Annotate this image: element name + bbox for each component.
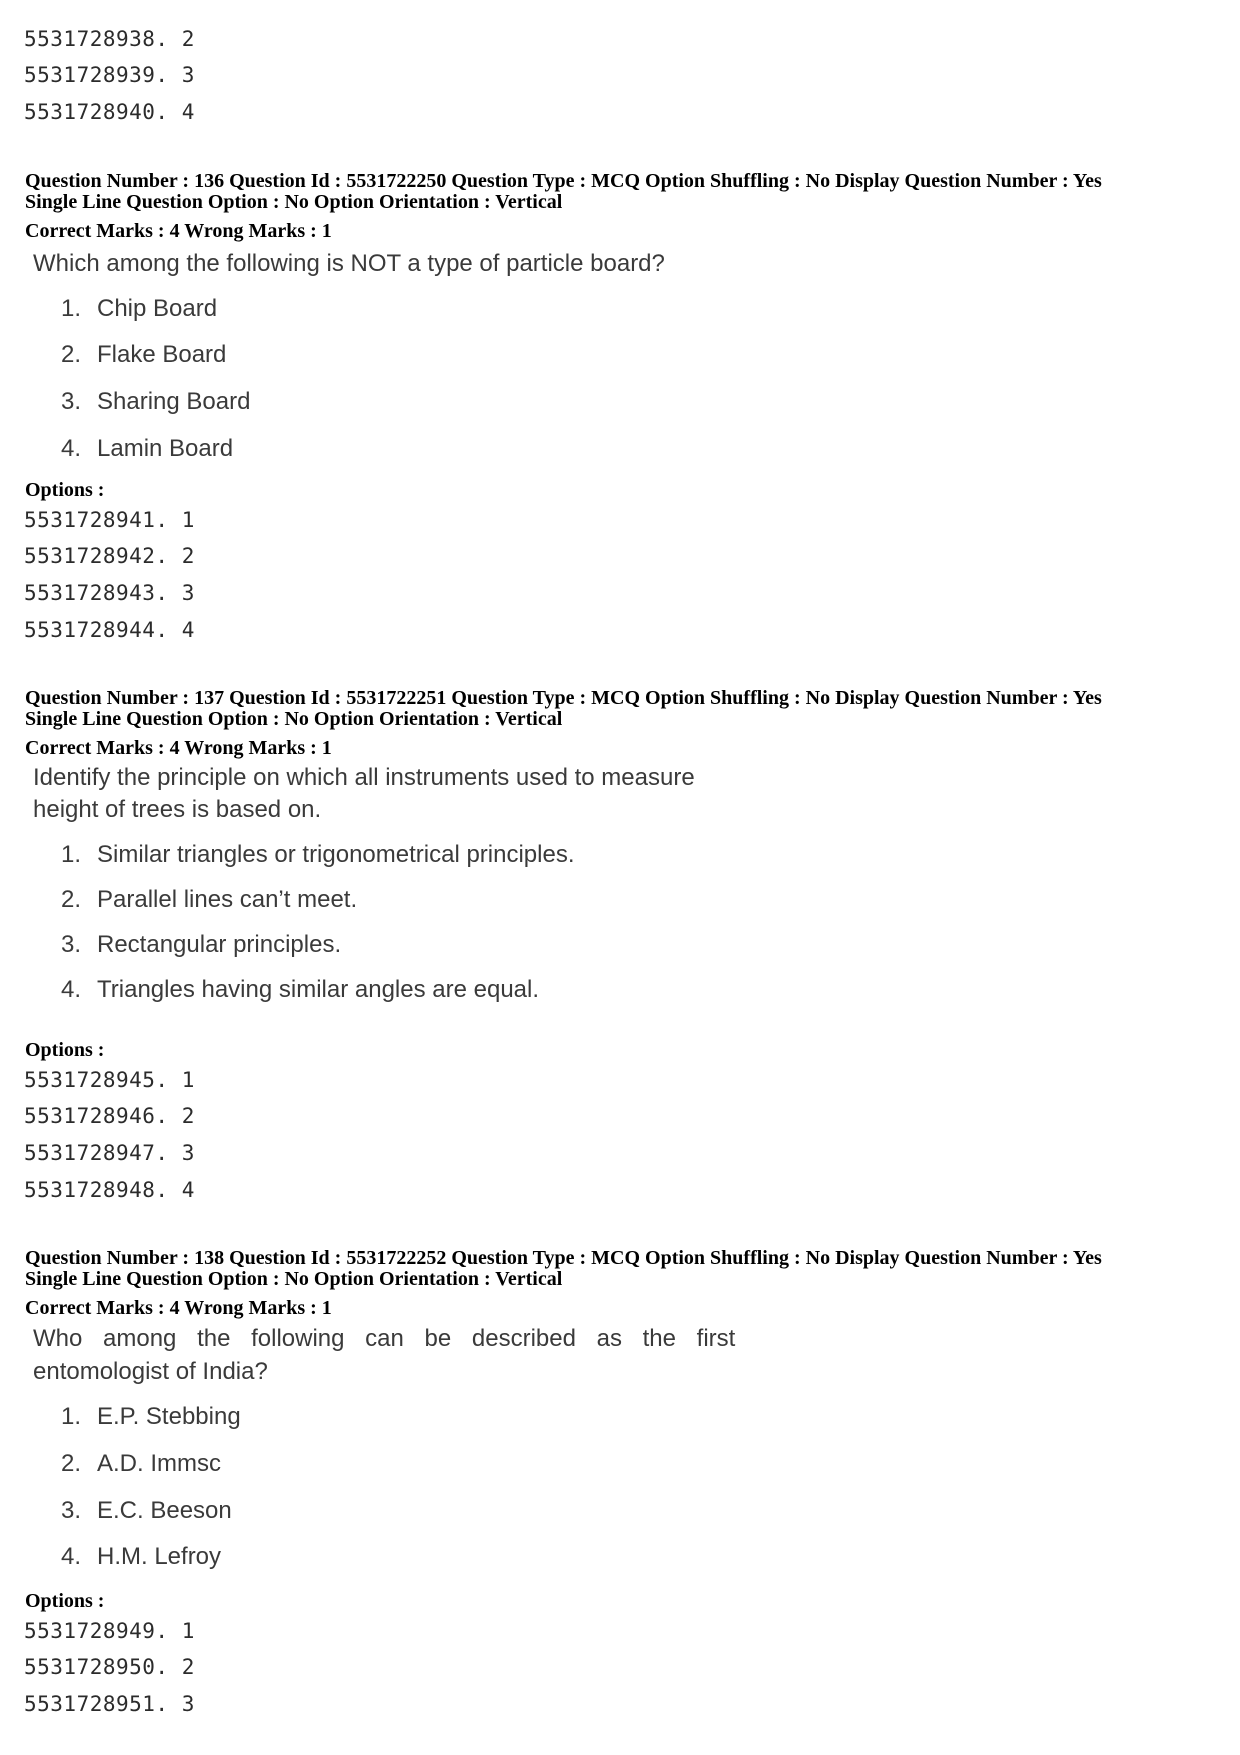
answer-choice — [61, 434, 233, 464]
answer-choice — [61, 1496, 232, 1526]
choice-text: Parallel lines can’t meet. — [97, 886, 358, 913]
choice-text: E.C. Beeson — [97, 1497, 232, 1524]
choice-text: H.M. Lefroy — [97, 1543, 222, 1570]
choice-text: Lamin Board — [97, 435, 234, 462]
answer-choice — [61, 1449, 221, 1479]
choice-text: Flake Board — [97, 341, 227, 368]
choice-text: Chip Board — [97, 295, 218, 322]
option-code: 5531728951. 3 — [24, 1692, 195, 1716]
option-code: 5531728943. 3 — [24, 581, 195, 605]
option-code: 5531728944. 4 — [24, 618, 195, 642]
option-code: 5531728947. 3 — [24, 1141, 195, 1165]
option-code: 5531728950. 2 — [24, 1655, 195, 1679]
answer-choice — [61, 840, 575, 870]
answer-choice — [61, 885, 357, 915]
options-label: Options : — [25, 479, 105, 501]
option-code: 5531728946. 2 — [24, 1104, 195, 1128]
option-code: 5531728939. 3 — [24, 63, 195, 87]
choice-text: Sharing Board — [97, 388, 251, 415]
question-marks: Correct Marks : 4 Wrong Marks : 1 — [25, 220, 332, 242]
choice-number: 1. — [61, 841, 82, 868]
choice-number: 3. — [61, 1497, 82, 1524]
option-code: 5531728945. 1 — [24, 1068, 195, 1092]
answer-choice — [61, 1402, 241, 1432]
option-code: 5531728942. 2 — [24, 544, 195, 568]
question-text: Identify the principle on which all instruments used to measure — [33, 764, 695, 791]
choice-text: Similar triangles or trigonometrical principles. — [97, 841, 575, 868]
question-meta-line1: Question Number : 138 Question Id : 5531722252 Question Type : MCQ Option Shuffling : No Display Question Number : Yes — [25, 1247, 1102, 1269]
choice-number: 1. — [61, 295, 82, 322]
question-meta-line2: Single Line Question Option : No Option Orientation : Vertical — [25, 1268, 563, 1290]
option-code: 5531728948. 4 — [24, 1178, 195, 1202]
answer-choice — [61, 387, 250, 417]
answer-choice — [61, 975, 539, 1005]
option-code: 5531728941. 1 — [24, 508, 195, 532]
choice-text: Triangles having similar angles are equal. — [97, 976, 540, 1003]
question-meta-line1: Question Number : 136 Question Id : 5531722250 Question Type : MCQ Option Shuffling : No Display Question Number : Yes — [25, 170, 1102, 192]
question-text: entomologist of India? — [33, 1358, 268, 1385]
choice-number: 2. — [61, 886, 82, 913]
choice-number: 3. — [61, 388, 82, 415]
answer-choice — [61, 294, 217, 324]
option-code: 5531728949. 1 — [24, 1619, 195, 1643]
choice-number: 2. — [61, 1450, 82, 1477]
option-code: 5531728940. 4 — [24, 100, 195, 124]
options-label: Options : — [25, 1590, 105, 1612]
question-text: height of trees is based on. — [33, 796, 322, 823]
question-text: Who among the following can be described as the first — [33, 1325, 736, 1352]
option-code: 5531728938. 2 — [24, 27, 195, 51]
choice-number: 4. — [61, 435, 82, 462]
options-label: Options : — [25, 1039, 105, 1061]
answer-choice — [61, 930, 341, 960]
question-meta-line2: Single Line Question Option : No Option Orientation : Vertical — [25, 708, 563, 730]
choice-text: Rectangular principles. — [97, 931, 342, 958]
choice-text: E.P. Stebbing — [97, 1403, 241, 1430]
question-meta-line2: Single Line Question Option : No Option Orientation : Vertical — [25, 191, 563, 213]
question-text: Which among the following is NOT a type of particle board? — [33, 250, 665, 277]
choice-number: 2. — [61, 341, 82, 368]
choice-number: 4. — [61, 1543, 82, 1570]
choice-number: 3. — [61, 931, 82, 958]
choice-text: A.D. Immsc — [97, 1450, 221, 1477]
answer-choice — [61, 340, 226, 370]
choice-number: 1. — [61, 1403, 82, 1430]
question-marks: Correct Marks : 4 Wrong Marks : 1 — [25, 1297, 332, 1319]
question-meta-line1: Question Number : 137 Question Id : 5531722251 Question Type : MCQ Option Shuffling : No Display Question Number : Yes — [25, 687, 1102, 709]
choice-number: 4. — [61, 976, 82, 1003]
answer-choice — [61, 1542, 221, 1572]
question-marks: Correct Marks : 4 Wrong Marks : 1 — [25, 737, 332, 759]
